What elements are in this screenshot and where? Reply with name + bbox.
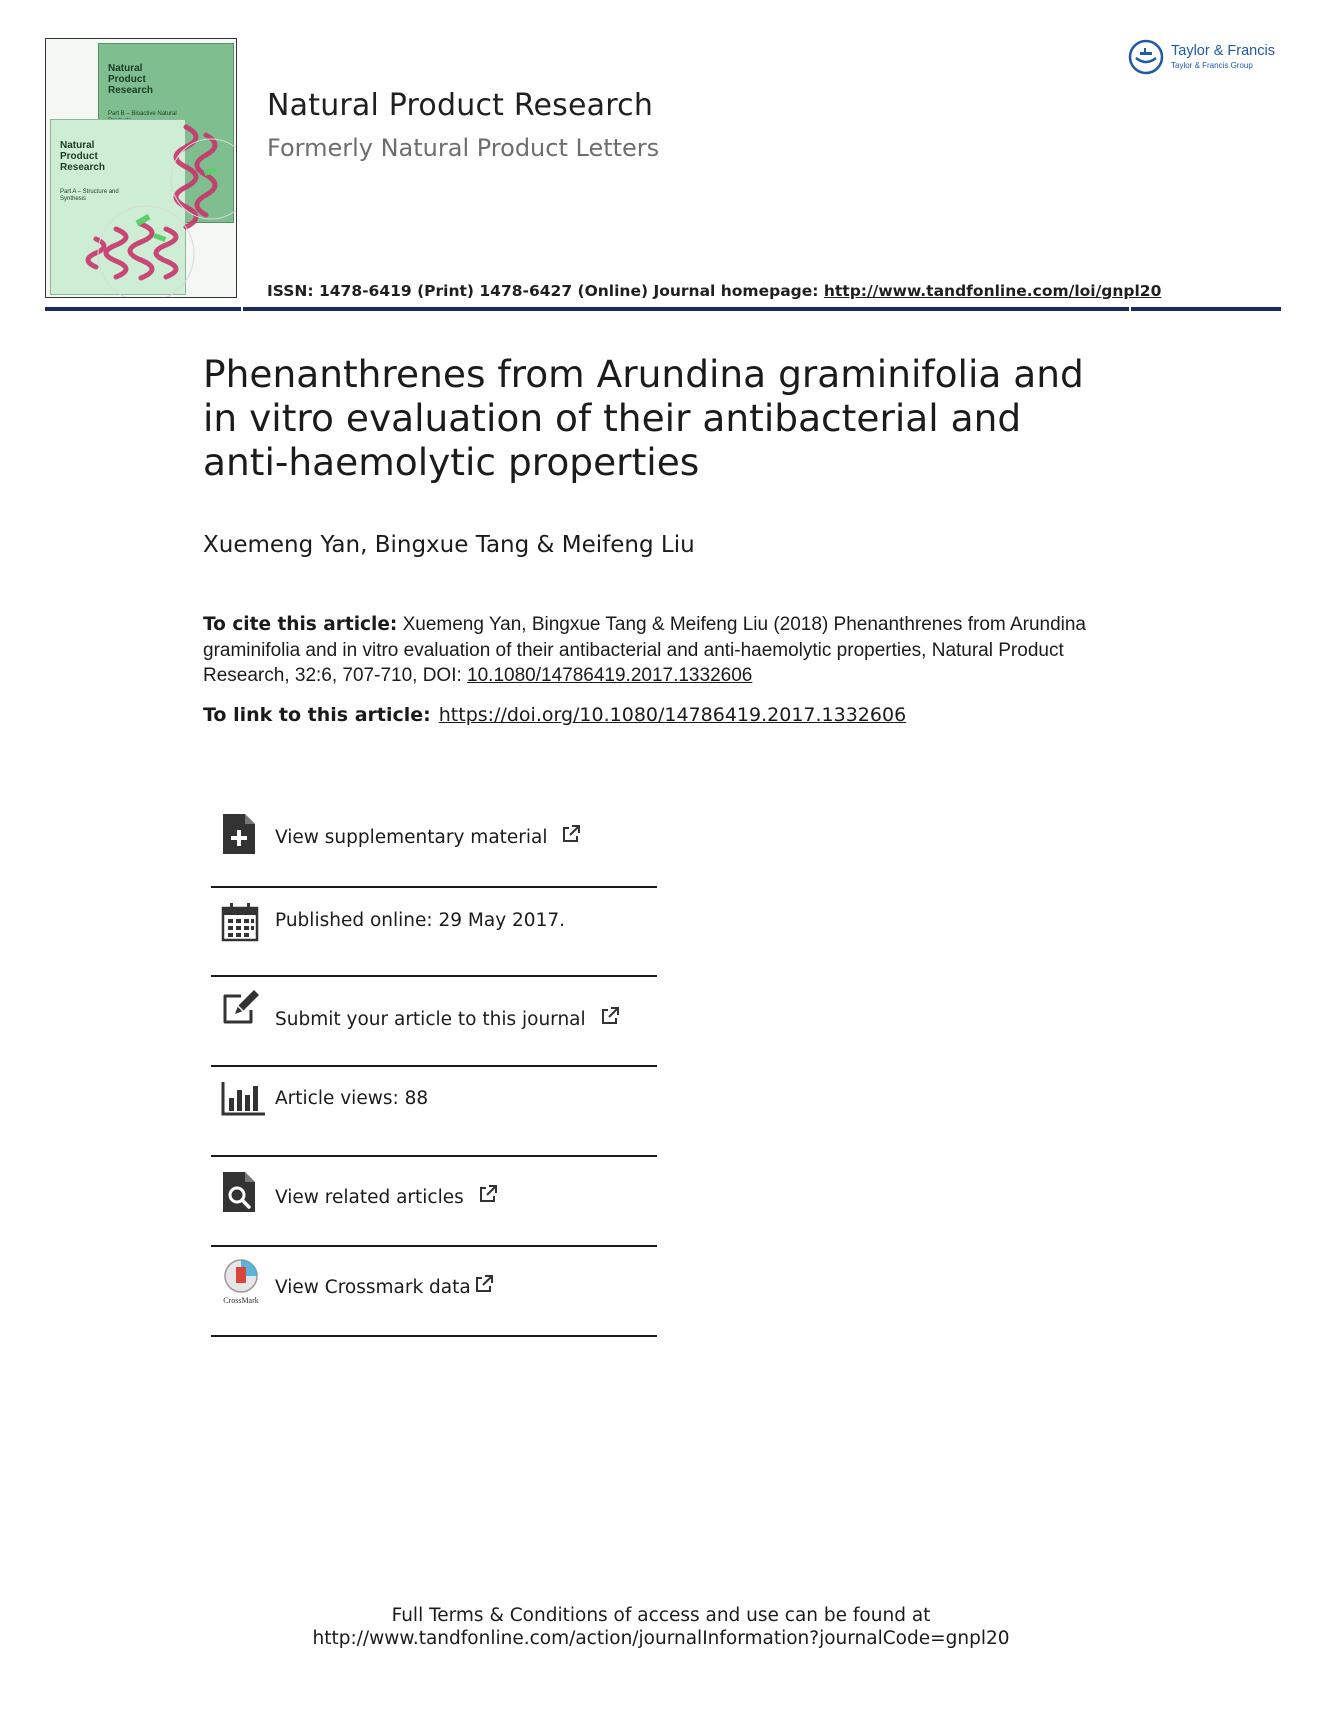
related-articles-row[interactable] — [211, 1168, 657, 1228]
header-divider-gap-right — [1129, 307, 1131, 311]
crossmark-logo-icon — [221, 1258, 263, 1306]
issn-text: ISSN: 1478-6419 (Print) 1478-6427 (Online) Journal homepage: — [267, 282, 824, 300]
external-link-icon — [561, 824, 581, 844]
info-separator — [211, 1155, 657, 1157]
article-views-text: Article views: 88 — [275, 1088, 429, 1109]
journal-subtitle: Formerly Natural Product Letters — [267, 134, 660, 162]
calendar-icon — [221, 902, 259, 942]
article-doi-url-link[interactable]: https://doi.org/10.1080/14786419.2017.1332606 — [438, 704, 907, 726]
supplementary-material-row[interactable] — [211, 808, 657, 868]
footer — [0, 1604, 1322, 1650]
crossmark-row[interactable] — [211, 1258, 657, 1318]
journal-cover-image — [45, 38, 237, 298]
footer-terms-url[interactable]: http://www.tandfonline.com/action/journalInformation?journalCode=gnpl20 — [312, 1628, 1010, 1649]
submit-article-row[interactable] — [211, 988, 657, 1048]
external-link-icon — [474, 1274, 494, 1294]
publisher-group: Taylor & Francis Group — [1171, 61, 1253, 70]
crossmark-link[interactable]: View Crossmark data — [275, 1277, 471, 1298]
footer-terms-line: Full Terms & Conditions of access and use can be found at — [391, 1605, 931, 1626]
info-separator — [211, 1065, 657, 1067]
journal-title: Natural Product Research — [267, 88, 654, 123]
article-title: Phenanthrenes from Arundina graminifolia and in vitro evaluation of their antibacterial and anti-haemolytic properties — [203, 352, 1084, 484]
citation-label: To cite this article: — [203, 614, 398, 635]
header-divider — [45, 307, 1281, 311]
info-separator — [211, 886, 657, 888]
info-separator — [211, 1335, 657, 1337]
article-views-row — [211, 1078, 657, 1138]
article-link-label: To link to this article: — [203, 704, 431, 726]
supplementary-material-link[interactable]: View supplementary material — [275, 827, 548, 848]
document-search-icon — [221, 1170, 257, 1214]
edit-icon — [221, 990, 261, 1026]
info-separator — [211, 975, 657, 977]
header-divider-gap-left — [241, 307, 243, 311]
published-online-text: Published online: 29 May 2017. — [275, 910, 566, 931]
external-link-icon — [600, 1006, 620, 1026]
cover-part-b-subtitle: Part B – Bioactive Natural — [108, 111, 177, 117]
bar-chart-icon — [221, 1082, 265, 1116]
related-articles-link[interactable]: View related articles — [275, 1187, 464, 1208]
cover-part-a-subtitle: Part A – Structure and Synthesis — [60, 189, 119, 202]
info-separator — [211, 1245, 657, 1247]
protein-helix-artwork — [46, 39, 237, 298]
citation-text: Xuemeng Yan, Bingxue Tang & Meifeng Liu (2018) Phenanthrenes from Arundina graminifolia and in vitro evaluation of their antibacterial and anti-haemolytic properties, Natural Product Research, 32:6, 707-710, DOI: — [203, 614, 1086, 686]
submit-article-link[interactable]: Submit your article to this journal — [275, 1009, 586, 1030]
journal-homepage-link[interactable]: http://www.tandfonline.com/loi/gnpl20 — [823, 282, 1162, 300]
article-authors: Xuemeng Yan, Bingxue Tang & Meifeng Liu — [203, 532, 695, 558]
citation-block — [203, 612, 1103, 689]
publisher-name: Taylor & Francis — [1171, 43, 1275, 59]
crossmark-logo-text: CrossMark — [223, 1296, 259, 1305]
published-online-row — [211, 898, 657, 958]
file-plus-icon — [221, 812, 257, 856]
issn-line — [267, 282, 1161, 300]
cover-part-a-title: Natural Product Research — [60, 140, 106, 173]
article-link-row — [203, 704, 906, 726]
cover-part-b-title: Natural Product Research — [108, 63, 154, 96]
citation-doi-link[interactable]: 10.1080/14786419.2017.1332606 — [467, 665, 753, 686]
external-link-icon — [478, 1184, 498, 1204]
